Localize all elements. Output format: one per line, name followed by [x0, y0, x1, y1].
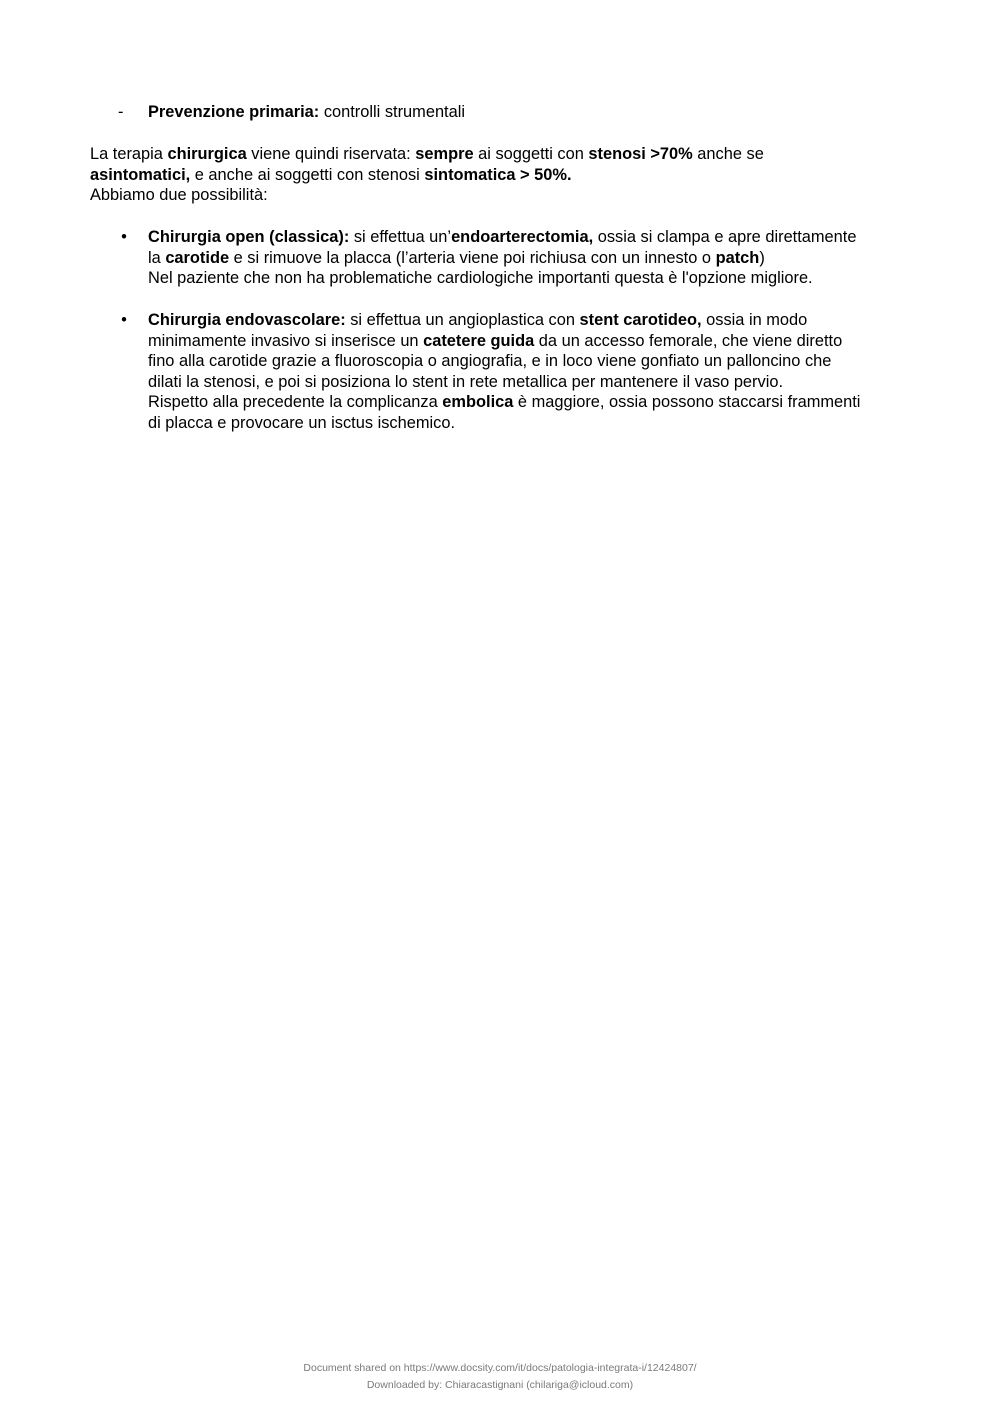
text-span: minimamente invasivo si inserisce un — [148, 331, 424, 350]
bold-span: Chirurgia endovascolare: — [148, 311, 346, 329]
bold-span: Chirurgia open (classica): — [148, 228, 350, 246]
dash-marker: - — [118, 103, 124, 121]
text-span: Rispetto alla precedente la complicanza — [148, 393, 443, 412]
bullet-line: fino alla carotide grazie a fluoroscopia o angiografia, e in loco viene gonfiato un palloncino che — [148, 352, 832, 371]
footer-shared-link[interactable]: Document shared on https://www.docsity.com/it/docs/patologia-integrata-i/12424807/ — [303, 1362, 697, 1374]
paragraph-line-1 — [90, 144, 930, 165]
bullet-body — [148, 310, 938, 434]
bullet-line — [148, 331, 938, 352]
text-span: è maggiore, ossia possono staccarsi frammenti — [513, 393, 861, 412]
bold-span: catetere guida — [423, 331, 535, 350]
bold-span: stenosi >70% — [588, 145, 693, 163]
footer-downloaded-by: Downloaded by: Chiaracastignani (chilariga@icloud.com) — [366, 1379, 634, 1391]
bullet-line — [148, 227, 938, 248]
bold-span: endoarterectomia, — [451, 228, 594, 246]
dash-item-text: controlli strumentali — [319, 103, 466, 121]
dash-item-bold: Prevenzione primaria: — [148, 103, 320, 121]
bullet-dot: • — [121, 228, 127, 246]
bullet-body — [148, 227, 938, 289]
text-span: anche se — [692, 145, 764, 163]
text-span: e anche ai soggetti con stenosi — [190, 165, 425, 184]
text-span: la — [148, 248, 166, 267]
text-span: ossia in modo — [701, 311, 808, 329]
text-span: si effettua un angioplastica con — [345, 311, 580, 329]
bullet-line — [148, 248, 938, 269]
bold-span: embolica — [442, 393, 514, 412]
bullet-dot: • — [121, 311, 127, 329]
text-span: La terapia — [90, 145, 168, 163]
text-span: viene quindi riservata: — [246, 145, 416, 163]
bullet-line — [148, 310, 938, 331]
bold-span: patch — [715, 248, 760, 267]
text-span: ) — [759, 248, 765, 267]
dash-item-content — [148, 102, 465, 123]
paragraph-line-3: Abbiamo due possibilità: — [90, 186, 268, 205]
bold-span: sempre — [415, 145, 474, 163]
bold-span: stent carotideo, — [579, 311, 702, 329]
text-span: e si rimuove la placca (l’arteria viene poi richiusa con un innesto o — [229, 248, 716, 267]
bullet-line — [148, 392, 938, 413]
text-span: ai soggetti con — [473, 145, 589, 163]
bold-span: sintomatica > 50%. — [424, 165, 572, 184]
bold-span: asintomatici, — [90, 165, 191, 184]
text-span: ossia si clampa e apre direttamente — [593, 228, 857, 246]
bold-span: carotide — [165, 248, 230, 267]
text-span: da un accesso femorale, che viene diretto — [534, 331, 843, 350]
text-span: si effettua un’ — [349, 228, 452, 246]
bullet-line: di placca e provocare un isctus ischemico. — [148, 413, 456, 432]
bullet-line: dilati la stenosi, e poi si posiziona lo stent in rete metallica per mantenere il vaso pervio. — [148, 372, 784, 391]
paragraph-line-2 — [90, 165, 930, 186]
bullet-line: Nel paziente che non ha problematiche cardiologiche importanti questa è l'opzione migliore. — [148, 269, 813, 288]
intro-paragraph — [90, 144, 930, 206]
bold-span: chirurgica — [167, 145, 247, 163]
